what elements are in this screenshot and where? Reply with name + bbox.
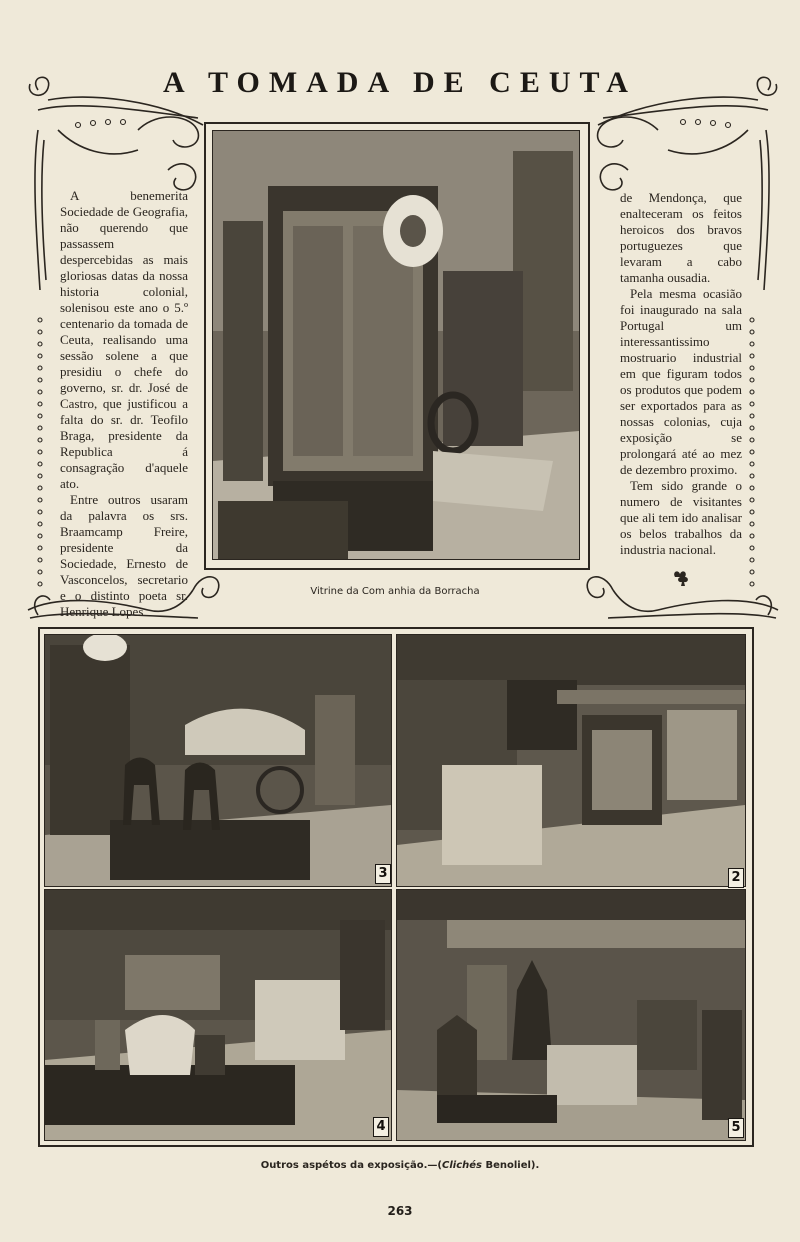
right-paragraph: de Mendonça, que enalteceram os feitos heroicos dos bravos portuguezes que levaram a cabo tamanha ousadia. <box>620 190 742 285</box>
bottom-caption-prefix: Outros aspétos da exposição.—( <box>260 1160 442 1171</box>
photo-number-2: 2 <box>728 868 744 888</box>
photo-exhibit-3 <box>44 634 392 887</box>
page-number: 263 <box>387 1204 413 1218</box>
bottom-caption-italic: Clichés <box>442 1160 482 1171</box>
article-left-column <box>60 188 188 620</box>
left-paragraph: A benemerita Sociedade de Geografia, não querendo que passassem despercebidas as mais gloriosas datas da nossa historia colonial, solenisou este ano o 5.º centenario da tomada de Ceuta, realisando uma sessão solene a que presidiu o chefe do governo, sr. dr. José de Castro, que justificou a falta do sr. dr. Teofilo Braga, presidente da Republica á consagração d'aquele ato. <box>60 188 188 491</box>
photo-number-5: 5 <box>728 1118 744 1138</box>
photo-number-4: 4 <box>373 1117 389 1137</box>
bottom-caption <box>200 1160 600 1171</box>
article-right-column <box>620 190 742 558</box>
photo-number-3: 3 <box>375 864 391 884</box>
photo-exhibit-4 <box>44 889 392 1141</box>
photo-exhibit-2 <box>396 634 746 887</box>
bottom-caption-suffix: Benoliel). <box>481 1160 540 1171</box>
left-paragraph: Entre outros usaram da palavra os srs. Braamcamp Freire, presidente da Sociedade, Ernesto de Vasconcelos, secretario e o distinto poeta sr. Henrique Lopes <box>60 492 188 619</box>
right-paragraph: Tem sido grande o numero de visitantes que ali tem ido analisar os belos trabalhos da industria nacional. <box>620 478 742 557</box>
right-paragraph: Pela mesma ocasião foi inaugurado na sala Portugal um interessantissimo mostruario industrial em que figuram todos os produtos que podem ser exportados para as nossas colonias, cuja exposição se prolongará até ao mez de dezembro proximo. <box>620 286 742 477</box>
page-title: A TOMADA DE CEUTA <box>163 66 637 99</box>
main-photo-caption: Vitrine da Com anhia da Borracha <box>310 586 480 597</box>
photo-vitrine-borracha <box>212 130 580 560</box>
photo-exhibit-5 <box>396 889 746 1141</box>
